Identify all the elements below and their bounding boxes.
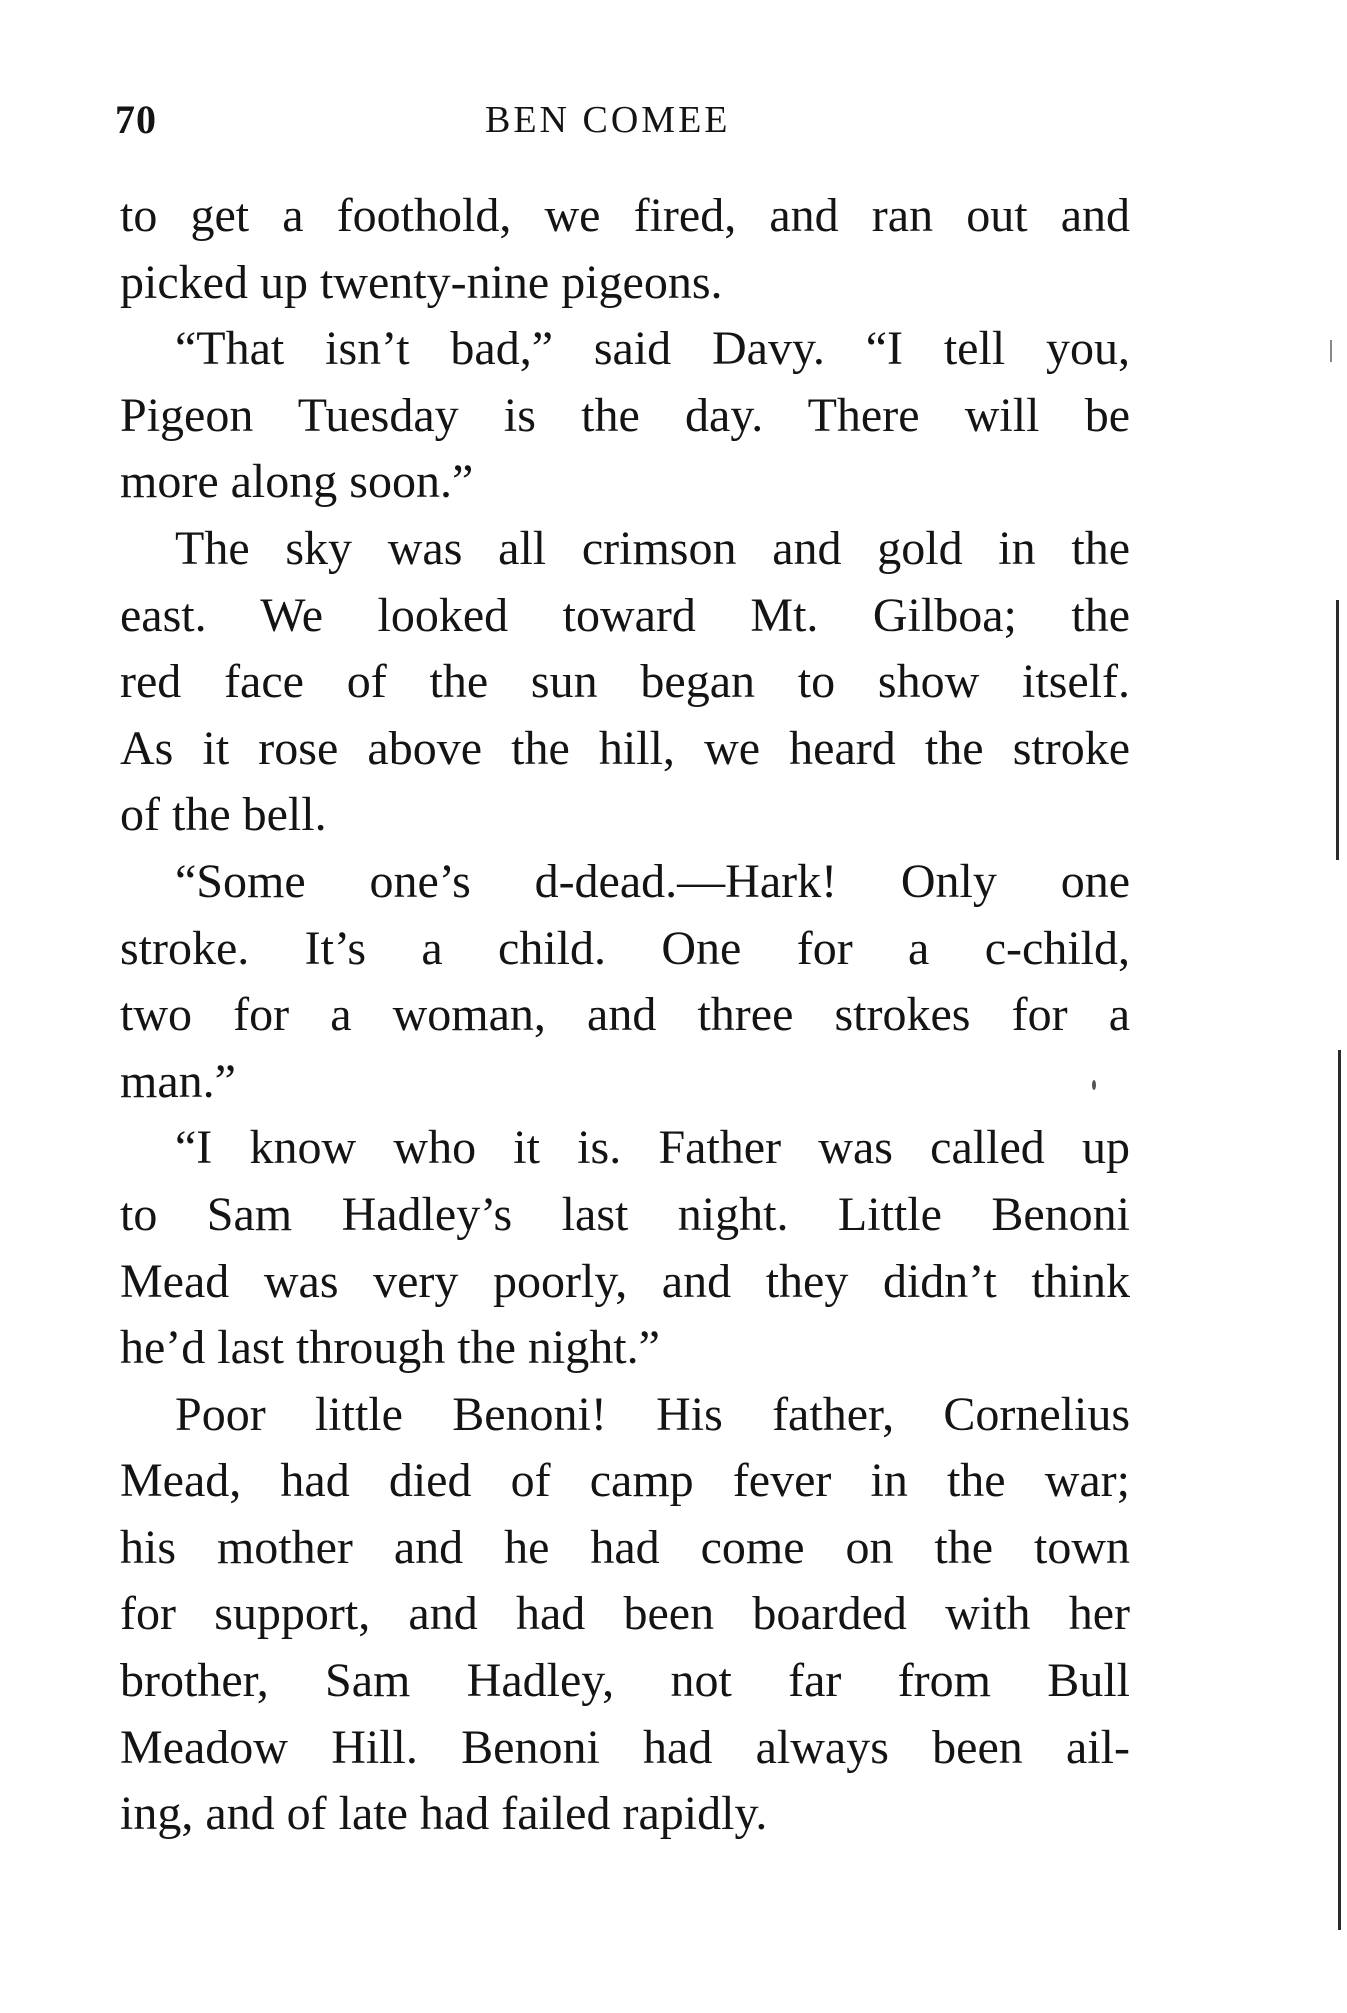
text-line: “Some one’s d-dead.—Hark! Only one bbox=[175, 854, 1130, 908]
text-line: The sky was all crimson and gold in the bbox=[175, 521, 1130, 575]
text-line: Pigeon Tuesday is the day. There will be bbox=[120, 388, 1130, 442]
running-head bbox=[115, 96, 1125, 146]
text-line: brother, Sam Hadley, not far from Bull bbox=[120, 1654, 1130, 1708]
text-line: red face of the sun began to show itself. bbox=[120, 655, 1130, 709]
running-title: BEN COMEE bbox=[485, 99, 731, 141]
text-line: Meadow Hill. Benoni had always been ail- bbox=[120, 1720, 1130, 1774]
text-line: “I know who it is. Father was called up bbox=[175, 1121, 1130, 1175]
text-line: Mead, had died of camp fever in the war; bbox=[120, 1454, 1130, 1508]
text-line: picked up twenty-nine pigeons. bbox=[120, 255, 723, 309]
text-line: Poor little Benoni! His father, Cornelius bbox=[175, 1387, 1130, 1441]
text-line: two for a woman, and three strokes for a bbox=[120, 988, 1130, 1042]
text-line: he’d last through the night.” bbox=[120, 1321, 660, 1375]
text-line: to Sam Hadley’s last night. Little Benoni bbox=[120, 1187, 1130, 1241]
scan-edge-rule bbox=[1338, 1050, 1341, 1930]
text-line: east. We looked toward Mt. Gilboa; the bbox=[120, 588, 1130, 642]
scan-edge-rule bbox=[1330, 340, 1332, 362]
text-line: of the bell. bbox=[120, 788, 327, 842]
text-line: stroke. It’s a child. One for a c-child, bbox=[120, 921, 1130, 975]
text-line: ing, and of late had failed rapidly. bbox=[120, 1787, 768, 1841]
page-number: 70 bbox=[115, 97, 157, 142]
text-line: his mother and he had come on the town bbox=[120, 1520, 1130, 1574]
text-line: “That isn’t bad,” said Davy. “I tell you, bbox=[175, 322, 1130, 376]
text-line: As it rose above the hill, we heard the stroke bbox=[120, 721, 1130, 775]
text-line: Mead was very poorly, and they didn’t think bbox=[120, 1254, 1130, 1308]
body-text bbox=[120, 183, 1130, 1848]
scan-speck bbox=[1092, 1080, 1096, 1090]
text-line: to get a foothold, we fired, and ran out and bbox=[120, 189, 1130, 242]
text-line: for support, and had been boarded with her bbox=[120, 1587, 1130, 1641]
scan-edge-rule bbox=[1336, 600, 1339, 860]
text-line: more along soon.” bbox=[120, 455, 474, 509]
text-line: man.” bbox=[120, 1054, 236, 1108]
